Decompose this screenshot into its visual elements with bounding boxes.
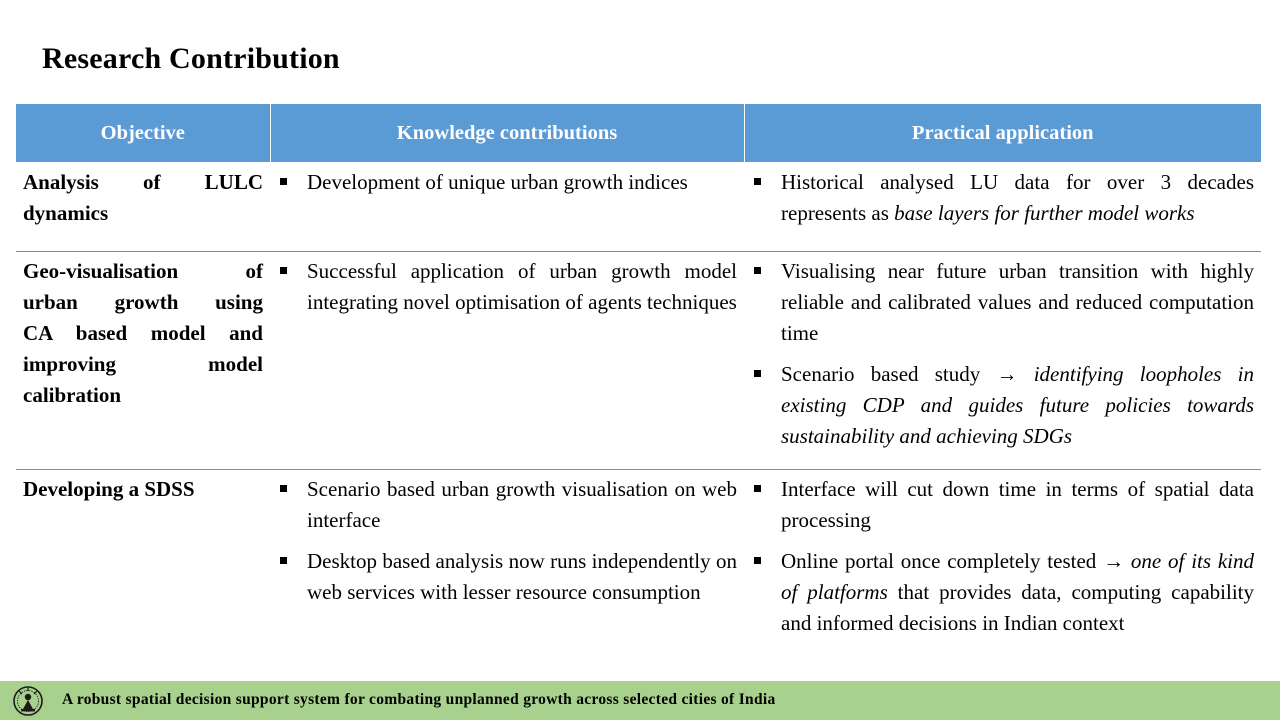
objective-cell [16, 162, 270, 252]
list-item [752, 256, 1254, 349]
practical-cell [744, 470, 1261, 641]
knowledge-text: Desktop based analysis now runs independently on web services with lesser resource consumption [307, 549, 737, 604]
bullet-icon [754, 267, 761, 274]
objective-cell [16, 252, 270, 470]
table-row [16, 252, 1261, 470]
header-knowledge-contributions: Knowledge contributions [270, 104, 744, 162]
objective-text: Developing a SDSS [23, 477, 195, 501]
practical-text-after: that provides data, computing capability and informed decisions in Indian context [781, 580, 1254, 635]
practical-text: Visualising near future urban transition with highly reliable and calibrated values and reduced computation time [781, 259, 1254, 345]
footer-bar [0, 681, 1280, 720]
objective-cell [16, 470, 270, 641]
list-item [278, 167, 737, 198]
objective-text: improving model [23, 352, 263, 376]
bullet-icon [280, 267, 287, 274]
practical-text: Online portal once completely tested → [781, 549, 1131, 573]
table-header-row [16, 104, 1261, 162]
list-item [278, 256, 737, 318]
objective-text: Geo-visualisation of [23, 259, 263, 283]
objective-text: dynamics [23, 201, 109, 225]
list-item [752, 546, 1254, 639]
research-contribution-table [16, 104, 1261, 640]
knowledge-cell [270, 470, 744, 641]
header-practical-application: Practical application [744, 104, 1261, 162]
objective-text: calibration [23, 383, 121, 407]
practical-cell [744, 162, 1261, 252]
bullet-icon [280, 557, 287, 564]
bullet-icon [754, 557, 761, 564]
practical-text: Scenario based study → [781, 362, 1034, 386]
bullet-icon [280, 485, 287, 492]
practical-emphasis: base layers for further model works [894, 201, 1195, 225]
knowledge-text: Scenario based urban growth visualisation on web interface [307, 477, 737, 532]
list-item [752, 359, 1254, 452]
knowledge-cell [270, 252, 744, 470]
knowledge-text: Successful application of urban growth model integrating novel optimisation of agents techniques [307, 259, 737, 314]
practical-text: Interface will cut down time in terms of spatial data processing [781, 477, 1254, 532]
practical-cell [744, 252, 1261, 470]
list-item [752, 167, 1254, 229]
practical-emphasis: identifying loopholes in existing CDP and guides future policies towards sustainability and achieving SDGs [781, 362, 1254, 448]
list-item [752, 474, 1254, 536]
knowledge-text: Development of unique urban growth indices [307, 170, 688, 194]
footer-text: A robust spatial decision support system for combating unplanned growth across selected cities of India [62, 691, 776, 708]
knowledge-cell [270, 162, 744, 252]
objective-text: Analysis of LULC [23, 170, 263, 194]
institute-emblem-icon [12, 685, 44, 717]
bullet-icon [280, 178, 287, 185]
practical-text: Historical analysed LU data for over 3 decades represents as [781, 170, 1254, 225]
bullet-icon [754, 485, 761, 492]
practical-emphasis: one of its kind of platforms [781, 549, 1254, 604]
objective-text: urban growth using [23, 290, 263, 314]
slide-title: Research Contribution [42, 42, 340, 75]
list-item [278, 546, 737, 608]
objective-text: CA based model and [23, 321, 263, 345]
list-item [278, 474, 737, 536]
table-row [16, 162, 1261, 252]
bullet-icon [754, 370, 761, 377]
header-objective: Objective [16, 104, 270, 162]
bullet-icon [754, 178, 761, 185]
table-row [16, 470, 1261, 641]
